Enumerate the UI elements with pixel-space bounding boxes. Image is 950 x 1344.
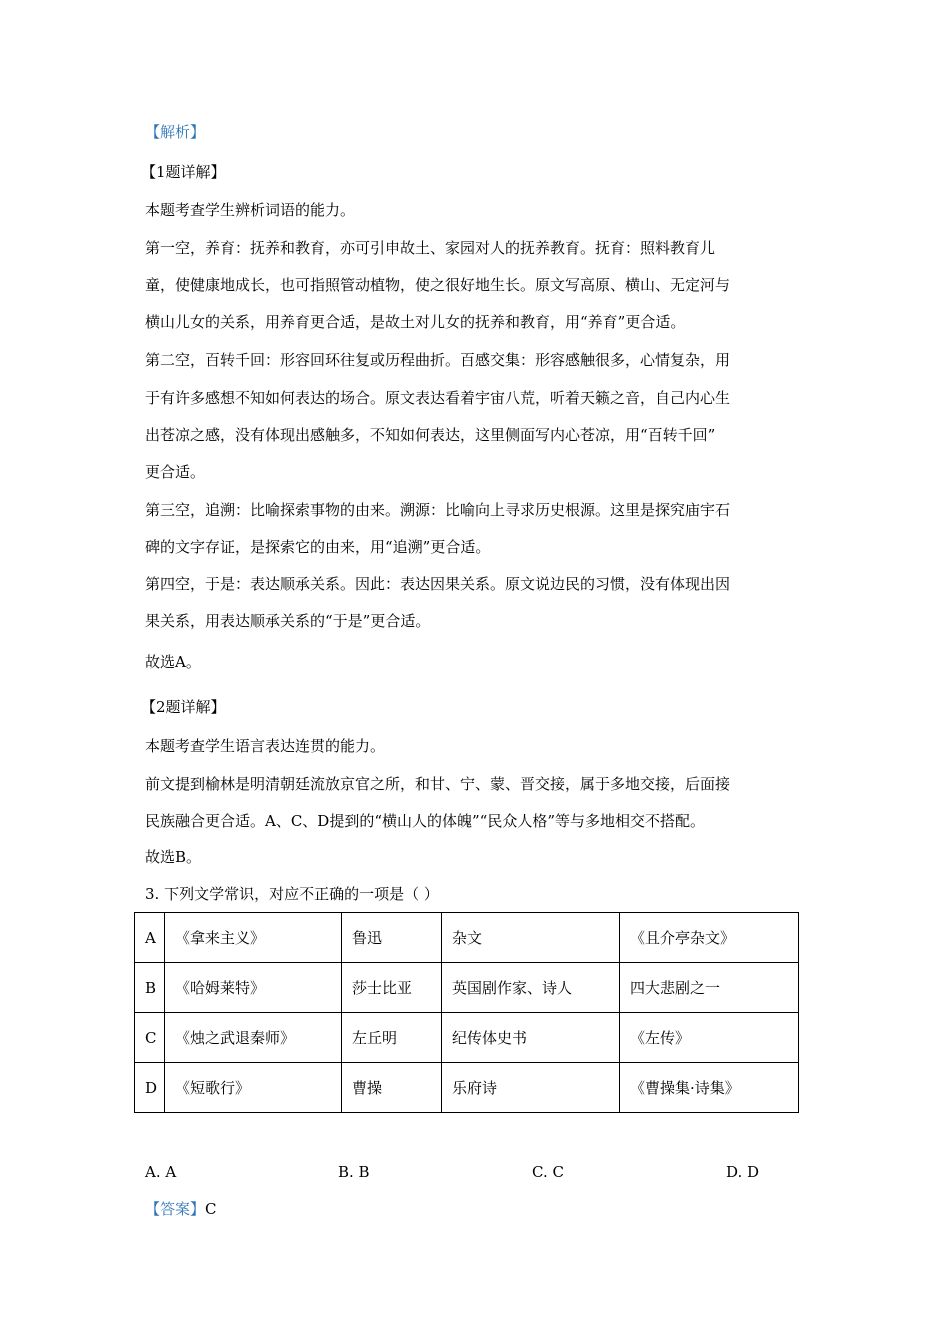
q1-line: 第二空，百转千回：形容回环往复或历程曲折。百感交集：形容感触很多，心情复杂，用 [145, 351, 731, 369]
q2-conclusion: 故选B。 [145, 848, 202, 866]
table-cell: D [135, 1063, 165, 1113]
table-cell: C [135, 1013, 165, 1063]
q2-line: 民族融合更合适。A、C、D提到的“横山人的体魄”“民众人格”等与多地相交不搭配。 [145, 812, 706, 830]
q1-line: 第一空，养育：抚养和教育，亦可引申故土、家园对人的抚养教育。抚育：照料教育儿 [145, 239, 716, 257]
table-cell: B [135, 963, 165, 1013]
table-cell: 《短歌行》 [165, 1063, 342, 1113]
q1-line: 第四空，于是：表达顺承关系。因此：表达因果关系。原文说边民的习惯，没有体现出因 [145, 575, 731, 593]
answer-value: C [205, 1200, 217, 1218]
table-cell: 杂文 [442, 913, 620, 963]
literature-table [134, 912, 799, 1113]
q1-line: 果关系，用表达顺承关系的“于是”更合适。 [145, 612, 431, 630]
q1-line: 碑的文字存证，是探索它的由来，用“追溯”更合适。 [145, 538, 491, 556]
option-c: C. C [532, 1163, 564, 1181]
q2-line: 前文提到榆林是明清朝廷流放京官之所，和甘、宁、蒙、晋交接，属于多地交接，后面接 [145, 775, 731, 793]
table-cell: 四大悲剧之一 [620, 963, 799, 1013]
q1-line: 出苍凉之感，没有体现出感触多，不知如何表达，这里侧面写内心苍凉，用“百转千回” [145, 426, 716, 444]
table-cell: 《曹操集·诗集》 [620, 1063, 799, 1113]
q1-line: 横山儿女的关系，用养育更合适，是故土对儿女的抚养和教育，用“养育”更合适。 [145, 313, 686, 331]
table-cell: 莎士比亚 [342, 963, 442, 1013]
answer-label: 【答案】 [145, 1200, 206, 1218]
q1-line: 本题考查学生辨析词语的能力。 [145, 201, 356, 219]
table-cell: 鲁迅 [342, 913, 442, 963]
option-d: D. D [726, 1163, 760, 1181]
q1-heading: 【1题详解】 [141, 163, 226, 181]
option-a: A. A [145, 1163, 177, 1181]
option-b: B. B [338, 1163, 370, 1181]
table-cell: A [135, 913, 165, 963]
table-cell: 曹操 [342, 1063, 442, 1113]
answer-line [145, 1199, 217, 1219]
table-row [135, 913, 799, 963]
table-cell: 英国剧作家、诗人 [442, 963, 620, 1013]
table-cell: 《拿来主义》 [165, 913, 342, 963]
analysis-label: 【解析】 [145, 123, 206, 141]
q3-stem: 3. 下列文学常识，对应不正确的一项是（ ） [145, 885, 439, 903]
table-row [135, 1063, 799, 1113]
table-cell: 乐府诗 [442, 1063, 620, 1113]
q1-line: 更合适。 [145, 463, 206, 481]
table-cell: 《左传》 [620, 1013, 799, 1063]
table-row [135, 1013, 799, 1063]
q1-conclusion: 故选A。 [145, 653, 201, 671]
q1-line: 第三空，追溯：比喻探索事物的由来。溯源：比喻向上寻求历史根源。这里是探究庙宇石 [145, 501, 731, 519]
q2-heading: 【2题详解】 [141, 698, 226, 716]
table-cell: 左丘明 [342, 1013, 442, 1063]
table-cell: 《哈姆莱特》 [165, 963, 342, 1013]
table-row [135, 963, 799, 1013]
q1-line: 于有许多感想不知如何表达的场合。原文表达看着宇宙八荒，听着天籁之音，自己内心生 [145, 389, 731, 407]
q2-line: 本题考查学生语言表达连贯的能力。 [145, 737, 386, 755]
table-cell: 《且介亭杂文》 [620, 913, 799, 963]
table-cell: 纪传体史书 [442, 1013, 620, 1063]
q1-line: 童，使健康地成长，也可指照管动植物，使之很好地生长。原文写高原、横山、无定河与 [145, 276, 731, 294]
table-cell: 《烛之武退秦师》 [165, 1013, 342, 1063]
